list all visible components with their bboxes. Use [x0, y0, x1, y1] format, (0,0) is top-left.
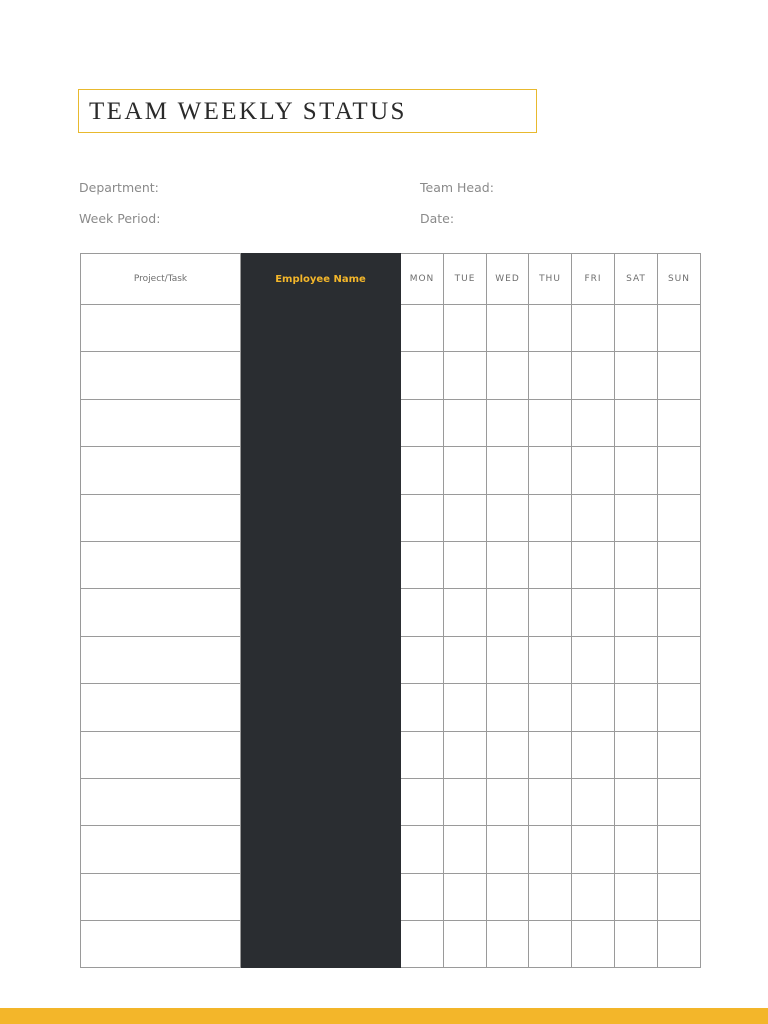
- thu-cell[interactable]: [529, 447, 572, 494]
- sun-cell[interactable]: [658, 352, 701, 399]
- tue-cell[interactable]: [444, 731, 487, 778]
- fri-cell[interactable]: [572, 826, 615, 873]
- project-task-cell[interactable]: [81, 778, 241, 825]
- header-project-task: Project/Task: [81, 254, 241, 305]
- sun-cell[interactable]: [658, 778, 701, 825]
- sun-cell[interactable]: [658, 447, 701, 494]
- fri-cell[interactable]: [572, 589, 615, 636]
- wed-cell[interactable]: [487, 399, 529, 446]
- project-task-cell[interactable]: [81, 873, 241, 920]
- sat-cell[interactable]: [615, 494, 658, 541]
- thu-cell[interactable]: [529, 731, 572, 778]
- thu-cell[interactable]: [529, 636, 572, 683]
- mon-cell[interactable]: [401, 399, 444, 446]
- thu-cell[interactable]: [529, 494, 572, 541]
- wed-cell[interactable]: [487, 873, 529, 920]
- table-row: [81, 352, 701, 399]
- team-head-label: Team Head:: [420, 180, 494, 195]
- sun-cell[interactable]: [658, 305, 701, 352]
- project-task-cell[interactable]: [81, 399, 241, 446]
- fri-cell[interactable]: [572, 352, 615, 399]
- sun-cell[interactable]: [658, 589, 701, 636]
- mon-cell[interactable]: [401, 447, 444, 494]
- table-row: [81, 873, 701, 920]
- wed-cell[interactable]: [487, 731, 529, 778]
- sat-cell[interactable]: [615, 921, 658, 968]
- tue-cell[interactable]: [444, 352, 487, 399]
- mon-cell[interactable]: [401, 636, 444, 683]
- thu-cell[interactable]: [529, 589, 572, 636]
- sat-cell[interactable]: [615, 684, 658, 731]
- wed-cell[interactable]: [487, 826, 529, 873]
- employee-name-cell[interactable]: [241, 826, 401, 873]
- project-task-cell[interactable]: [81, 636, 241, 683]
- fri-cell[interactable]: [572, 731, 615, 778]
- tue-cell[interactable]: [444, 399, 487, 446]
- week-period-label: Week Period:: [79, 211, 161, 226]
- mon-cell[interactable]: [401, 684, 444, 731]
- table-row: [81, 778, 701, 825]
- tue-cell[interactable]: [444, 447, 487, 494]
- header-sat: SAT: [615, 254, 658, 305]
- sun-cell[interactable]: [658, 494, 701, 541]
- project-task-cell[interactable]: [81, 589, 241, 636]
- table-row: [81, 447, 701, 494]
- project-task-cell[interactable]: [81, 494, 241, 541]
- employee-name-cell[interactable]: [241, 399, 401, 446]
- tue-cell[interactable]: [444, 305, 487, 352]
- mon-cell[interactable]: [401, 494, 444, 541]
- sat-cell[interactable]: [615, 873, 658, 920]
- wed-cell[interactable]: [487, 305, 529, 352]
- tue-cell[interactable]: [444, 921, 487, 968]
- sat-cell[interactable]: [615, 305, 658, 352]
- tue-cell[interactable]: [444, 494, 487, 541]
- mon-cell[interactable]: [401, 921, 444, 968]
- tue-cell[interactable]: [444, 636, 487, 683]
- fri-cell[interactable]: [572, 778, 615, 825]
- employee-name-cell[interactable]: [241, 352, 401, 399]
- sat-cell[interactable]: [615, 447, 658, 494]
- header-tue: TUE: [444, 254, 487, 305]
- date-label: Date:: [420, 211, 455, 226]
- sat-cell[interactable]: [615, 826, 658, 873]
- project-task-cell[interactable]: [81, 731, 241, 778]
- table-row: [81, 305, 701, 352]
- wed-cell[interactable]: [487, 636, 529, 683]
- sun-cell[interactable]: [658, 731, 701, 778]
- sat-cell[interactable]: [615, 731, 658, 778]
- project-task-cell[interactable]: [81, 305, 241, 352]
- mon-cell[interactable]: [401, 352, 444, 399]
- tue-cell[interactable]: [444, 826, 487, 873]
- employee-name-cell[interactable]: [241, 589, 401, 636]
- fri-cell[interactable]: [572, 921, 615, 968]
- thu-cell[interactable]: [529, 541, 572, 588]
- project-task-cell[interactable]: [81, 684, 241, 731]
- thu-cell[interactable]: [529, 778, 572, 825]
- wed-cell[interactable]: [487, 494, 529, 541]
- bottom-accent-bar: [0, 1008, 768, 1024]
- employee-name-cell[interactable]: [241, 873, 401, 920]
- sun-cell[interactable]: [658, 826, 701, 873]
- mon-cell[interactable]: [401, 589, 444, 636]
- table-header-row: [81, 254, 701, 305]
- page-title: TEAM WEEKLY STATUS: [89, 98, 407, 125]
- table-row: [81, 399, 701, 446]
- thu-cell[interactable]: [529, 826, 572, 873]
- mon-cell[interactable]: [401, 541, 444, 588]
- wed-cell[interactable]: [487, 541, 529, 588]
- wed-cell[interactable]: [487, 684, 529, 731]
- table-row: [81, 636, 701, 683]
- tue-cell[interactable]: [444, 873, 487, 920]
- tue-cell[interactable]: [444, 589, 487, 636]
- project-task-cell[interactable]: [81, 921, 241, 968]
- tue-cell[interactable]: [444, 684, 487, 731]
- thu-cell[interactable]: [529, 873, 572, 920]
- employee-name-cell[interactable]: [241, 494, 401, 541]
- employee-name-cell[interactable]: [241, 684, 401, 731]
- sun-cell[interactable]: [658, 399, 701, 446]
- fri-cell[interactable]: [572, 541, 615, 588]
- sun-cell[interactable]: [658, 541, 701, 588]
- fri-cell[interactable]: [572, 684, 615, 731]
- fri-cell[interactable]: [572, 399, 615, 446]
- wed-cell[interactable]: [487, 589, 529, 636]
- employee-name-cell[interactable]: [241, 305, 401, 352]
- table-row: [81, 684, 701, 731]
- sat-cell[interactable]: [615, 778, 658, 825]
- employee-name-cell[interactable]: [241, 447, 401, 494]
- employee-name-cell[interactable]: [241, 541, 401, 588]
- thu-cell[interactable]: [529, 352, 572, 399]
- sun-cell[interactable]: [658, 636, 701, 683]
- thu-cell[interactable]: [529, 305, 572, 352]
- employee-name-cell[interactable]: [241, 921, 401, 968]
- sat-cell[interactable]: [615, 541, 658, 588]
- employee-name-cell[interactable]: [241, 636, 401, 683]
- sat-cell[interactable]: [615, 636, 658, 683]
- fri-cell[interactable]: [572, 636, 615, 683]
- header-employee-name: Employee Name: [241, 254, 401, 305]
- wed-cell[interactable]: [487, 921, 529, 968]
- header-mon: MON: [401, 254, 444, 305]
- sun-cell[interactable]: [658, 921, 701, 968]
- header-fri: FRI: [572, 254, 615, 305]
- table-body: [81, 305, 701, 968]
- table-row: [81, 494, 701, 541]
- sat-cell[interactable]: [615, 352, 658, 399]
- table-row: [81, 826, 701, 873]
- title-box: [78, 89, 537, 133]
- tue-cell[interactable]: [444, 541, 487, 588]
- table-row: [81, 589, 701, 636]
- thu-cell[interactable]: [529, 684, 572, 731]
- thu-cell[interactable]: [529, 921, 572, 968]
- wed-cell[interactable]: [487, 447, 529, 494]
- project-task-cell[interactable]: [81, 447, 241, 494]
- sun-cell[interactable]: [658, 684, 701, 731]
- employee-name-cell[interactable]: [241, 731, 401, 778]
- sat-cell[interactable]: [615, 589, 658, 636]
- department-label: Department:: [79, 180, 159, 195]
- mon-cell[interactable]: [401, 731, 444, 778]
- header-thu: THU: [529, 254, 572, 305]
- mon-cell[interactable]: [401, 778, 444, 825]
- table-row: [81, 541, 701, 588]
- mon-cell[interactable]: [401, 305, 444, 352]
- mon-cell[interactable]: [401, 873, 444, 920]
- sun-cell[interactable]: [658, 873, 701, 920]
- header-wed: WED: [487, 254, 529, 305]
- project-task-cell[interactable]: [81, 352, 241, 399]
- table-row: [81, 731, 701, 778]
- tue-cell[interactable]: [444, 778, 487, 825]
- thu-cell[interactable]: [529, 399, 572, 446]
- weekly-status-table: [80, 253, 701, 968]
- table-row: [81, 921, 701, 968]
- project-task-cell[interactable]: [81, 541, 241, 588]
- project-task-cell[interactable]: [81, 826, 241, 873]
- employee-name-cell[interactable]: [241, 778, 401, 825]
- fri-cell[interactable]: [572, 447, 615, 494]
- mon-cell[interactable]: [401, 826, 444, 873]
- fri-cell[interactable]: [572, 873, 615, 920]
- fri-cell[interactable]: [572, 494, 615, 541]
- wed-cell[interactable]: [487, 778, 529, 825]
- fri-cell[interactable]: [572, 305, 615, 352]
- header-sun: SUN: [658, 254, 701, 305]
- wed-cell[interactable]: [487, 352, 529, 399]
- sat-cell[interactable]: [615, 399, 658, 446]
